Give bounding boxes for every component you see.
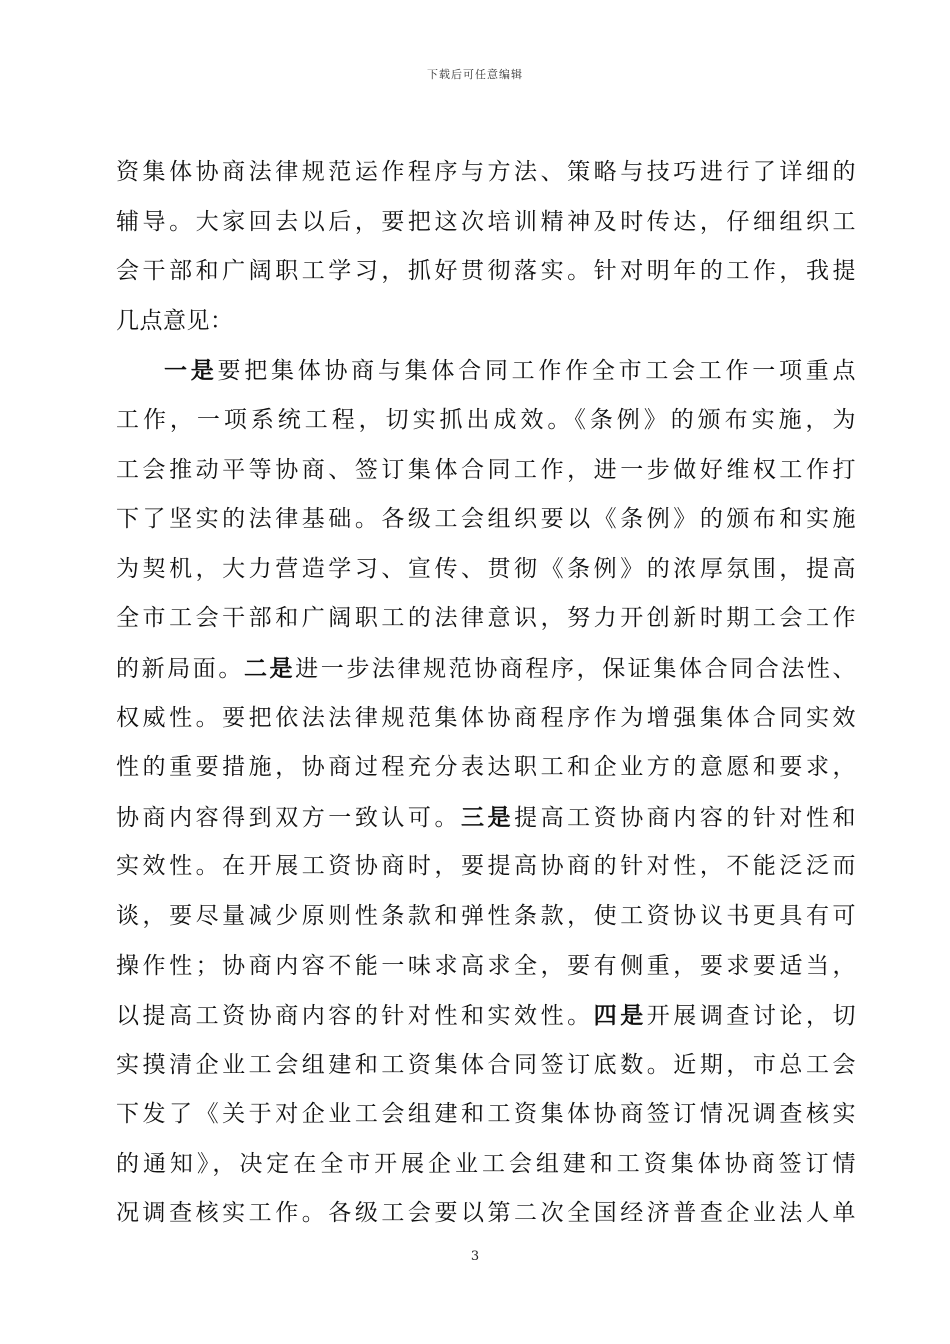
text-line: 会干部和广阔职工学习，抓好贯彻落实。针对明年的工作，我提: [116, 258, 856, 285]
page-number: 3: [470, 1249, 480, 1264]
text-line: 性的重要措施，协商过程充分表达职工和企业方的意愿和要求，: [116, 754, 856, 781]
text-line: 工作，一项系统工程，切实抓出成效。《条例》的颁布实施，为: [116, 406, 856, 433]
text-line: 权威性。要把依法法律规范集体协商程序作为增强集体合同实效: [116, 704, 856, 731]
text-line: 几点意见：: [116, 307, 234, 334]
text-line: 协商内容得到双方一致认可。三是提高工资协商内容的针对性和: [116, 803, 857, 831]
text-line: 工会推动平等协商、签订集体合同工作，进一步做好维权工作打: [116, 456, 856, 483]
text-line: 操作性；协商内容不能一味求高求全，要有侧重，要求要适当，: [116, 952, 856, 979]
text-line: 以提高工资协商内容的针对性和实效性。四是开展调查讨论，切: [116, 1002, 857, 1030]
text-line: 辅导。大家回去以后，要把这次培训精神及时传达，仔细组织工: [116, 208, 856, 235]
text-line: 实摸清企业工会组建和工资集体合同签订底数。近期，市总工会: [116, 1051, 856, 1078]
text-line: 下发了《关于对企业工会组建和工资集体协商签订情况调查核实: [116, 1101, 856, 1128]
text-line: 为契机，大力营造学习、宣传、贯彻《条例》的浓厚氛围，提高: [116, 555, 856, 582]
text-line: 实效性。在开展工资协商时，要提高协商的针对性，不能泛泛而: [116, 853, 856, 880]
point-marker: 一是: [164, 357, 218, 385]
text-line: 资集体协商法律规范运作程序与方法、策略与技巧进行了详细的: [116, 159, 856, 185]
text-line: 全市工会干部和广阔职工的法律意识，努力开创新时期工会工作: [116, 605, 856, 632]
text-line: 况调查核实工作。各级工会要以第二次全国经济普查企业法人单: [116, 1200, 856, 1227]
point-marker: 二是: [243, 654, 296, 682]
point-marker: 四是: [593, 1002, 647, 1030]
text-line: 谈，要尽量减少原则性条款和弹性条款，使工资协议书更具有可: [116, 902, 856, 929]
page-header: 下载后可任意编辑: [427, 68, 523, 81]
text-line: 的通知》，决定在全市开展企业工会组建和工资集体协商签订情: [116, 1150, 856, 1177]
point-marker: 三是: [460, 803, 515, 831]
text-line: 一是要把集体协商与集体合同工作作全市工会工作一项重点: [164, 357, 857, 385]
text-line: 下了坚实的法律基础。各级工会组织要以《条例》的颁布和实施: [116, 506, 856, 533]
document-body: [116, 148, 856, 1239]
text-line: 的新局面。二是进一步法律规范协商程序，保证集体合同合法性、: [116, 654, 857, 682]
